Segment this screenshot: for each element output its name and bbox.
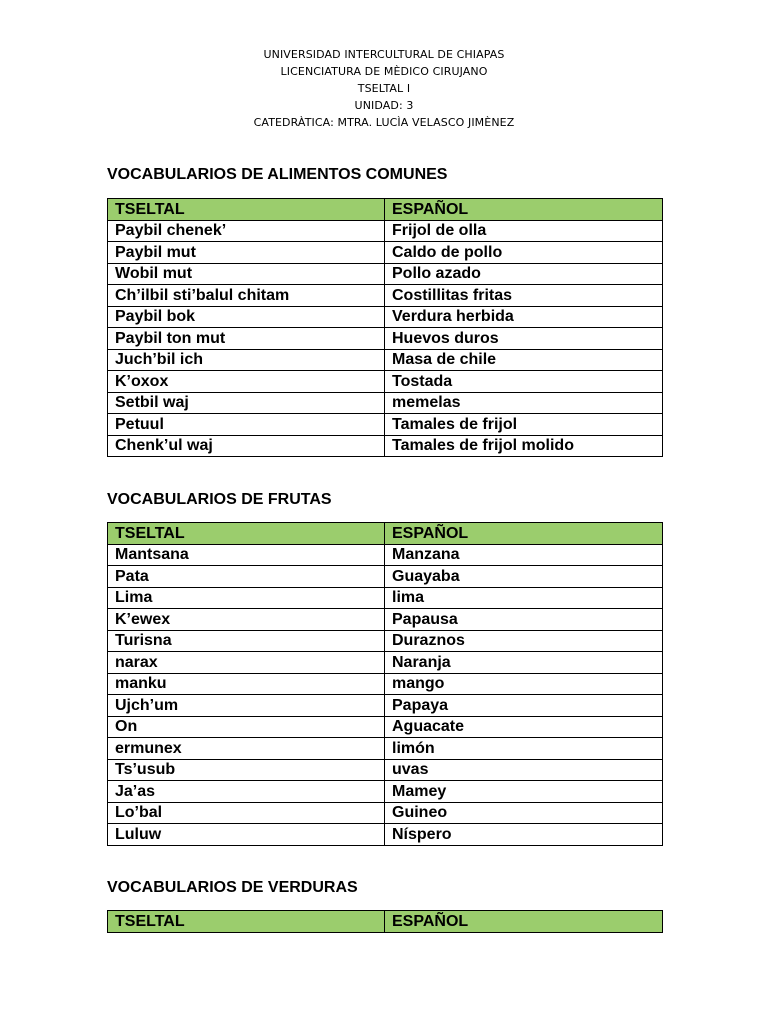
table-row (108, 435, 663, 457)
tseltal-cell: Setbil waj (108, 392, 385, 414)
tseltal-cell: Lo’bal (108, 802, 385, 824)
tseltal-cell: Ts’usub (108, 759, 385, 781)
tseltal-cell: Ujch’um (108, 695, 385, 717)
table-row (108, 392, 663, 414)
table-row (108, 263, 663, 285)
table-row (108, 328, 663, 350)
espanol-cell: Pollo azado (385, 263, 663, 285)
column-header-tseltal: TSELTAL (108, 911, 385, 933)
table-row (108, 738, 663, 760)
tseltal-cell: Petuul (108, 414, 385, 436)
tseltal-cell: Paybil bok (108, 306, 385, 328)
table-row (108, 652, 663, 674)
tseltal-cell: Paybil chenek’ (108, 220, 385, 242)
tseltal-cell: Turisna (108, 630, 385, 652)
espanol-cell: Frijol de olla (385, 220, 663, 242)
table-row (108, 414, 663, 436)
espanol-cell: Tostada (385, 371, 663, 393)
column-header-espanol: ESPAÑOL (385, 911, 663, 933)
vocab-table-alimentos (107, 198, 663, 457)
tseltal-cell: Juch’bil ich (108, 349, 385, 371)
tseltal-cell: Mantsana (108, 544, 385, 566)
tseltal-cell: Chenk’ul waj (108, 435, 385, 457)
table-header-row (108, 911, 663, 933)
header-teacher: CATEDRÀTICA: MTRA. LUCÌA VELASCO JIMÈNEZ (253, 116, 515, 129)
table-row (108, 544, 663, 566)
espanol-cell: limón (385, 738, 663, 760)
vocab-table-frutas (107, 522, 663, 846)
tseltal-cell: On (108, 716, 385, 738)
table-row (108, 220, 663, 242)
tseltal-cell: Lima (108, 587, 385, 609)
table-row (108, 824, 663, 846)
espanol-cell: Manzana (385, 544, 663, 566)
espanol-cell: Níspero (385, 824, 663, 846)
table-row (108, 609, 663, 631)
espanol-cell: memelas (385, 392, 663, 414)
column-header-tseltal: TSELTAL (108, 523, 385, 545)
espanol-cell: Huevos duros (385, 328, 663, 350)
table-row (108, 759, 663, 781)
table-row (108, 306, 663, 328)
espanol-cell: Guayaba (385, 566, 663, 588)
tseltal-cell: ermunex (108, 738, 385, 760)
espanol-cell: Tamales de frijol molido (385, 435, 663, 457)
column-header-espanol: ESPAÑOL (385, 199, 663, 221)
tseltal-cell: Ja’as (108, 781, 385, 803)
table-row (108, 349, 663, 371)
table-row (108, 802, 663, 824)
tseltal-cell: Pata (108, 566, 385, 588)
table-row (108, 630, 663, 652)
table-row (108, 587, 663, 609)
espanol-cell: Verdura herbida (385, 306, 663, 328)
table-row (108, 371, 663, 393)
tseltal-cell: K’ewex (108, 609, 385, 631)
espanol-cell: lima (385, 587, 663, 609)
table-row (108, 716, 663, 738)
tseltal-cell: Ch’ilbil sti’balul chitam (108, 285, 385, 307)
espanol-cell: Tamales de frijol (385, 414, 663, 436)
espanol-cell: Guineo (385, 802, 663, 824)
espanol-cell: mango (385, 673, 663, 695)
table-row (108, 242, 663, 264)
espanol-cell: Masa de chile (385, 349, 663, 371)
table-row (108, 285, 663, 307)
espanol-cell: uvas (385, 759, 663, 781)
espanol-cell: Mamey (385, 781, 663, 803)
table-header-row (108, 523, 663, 545)
tseltal-cell: manku (108, 673, 385, 695)
espanol-cell: Papausa (385, 609, 663, 631)
espanol-cell: Aguacate (385, 716, 663, 738)
section-title-frutas: VOCABULARIOS DE FRUTAS (107, 491, 332, 508)
table-header-row (108, 199, 663, 221)
section-title-verduras: VOCABULARIOS DE VERDURAS (107, 879, 358, 896)
header-course: TSELTAL I (357, 82, 411, 95)
table-row (108, 781, 663, 803)
espanol-cell: Duraznos (385, 630, 663, 652)
vocab-table-verduras (107, 910, 663, 933)
tseltal-cell: K’oxox (108, 371, 385, 393)
tseltal-cell: Paybil ton mut (108, 328, 385, 350)
tseltal-cell: Paybil mut (108, 242, 385, 264)
header-unit: UNIDAD: 3 (354, 99, 414, 112)
espanol-cell: Caldo de pollo (385, 242, 663, 264)
tseltal-cell: Wobil mut (108, 263, 385, 285)
tseltal-cell: Luluw (108, 824, 385, 846)
tseltal-cell: narax (108, 652, 385, 674)
espanol-cell: Naranja (385, 652, 663, 674)
table-row (108, 695, 663, 717)
header-degree: LICENCIATURA DE MÈDICO CIRUJANO (280, 65, 488, 78)
section-title-alimentos: VOCABULARIOS DE ALIMENTOS COMUNES (107, 166, 448, 183)
espanol-cell: Costillitas fritas (385, 285, 663, 307)
espanol-cell: Papaya (385, 695, 663, 717)
table-row (108, 566, 663, 588)
column-header-espanol: ESPAÑOL (385, 523, 663, 545)
document-header (0, 46, 768, 131)
header-university: UNIVERSIDAD INTERCULTURAL DE CHIAPAS (263, 48, 505, 61)
column-header-tseltal: TSELTAL (108, 199, 385, 221)
table-row (108, 673, 663, 695)
